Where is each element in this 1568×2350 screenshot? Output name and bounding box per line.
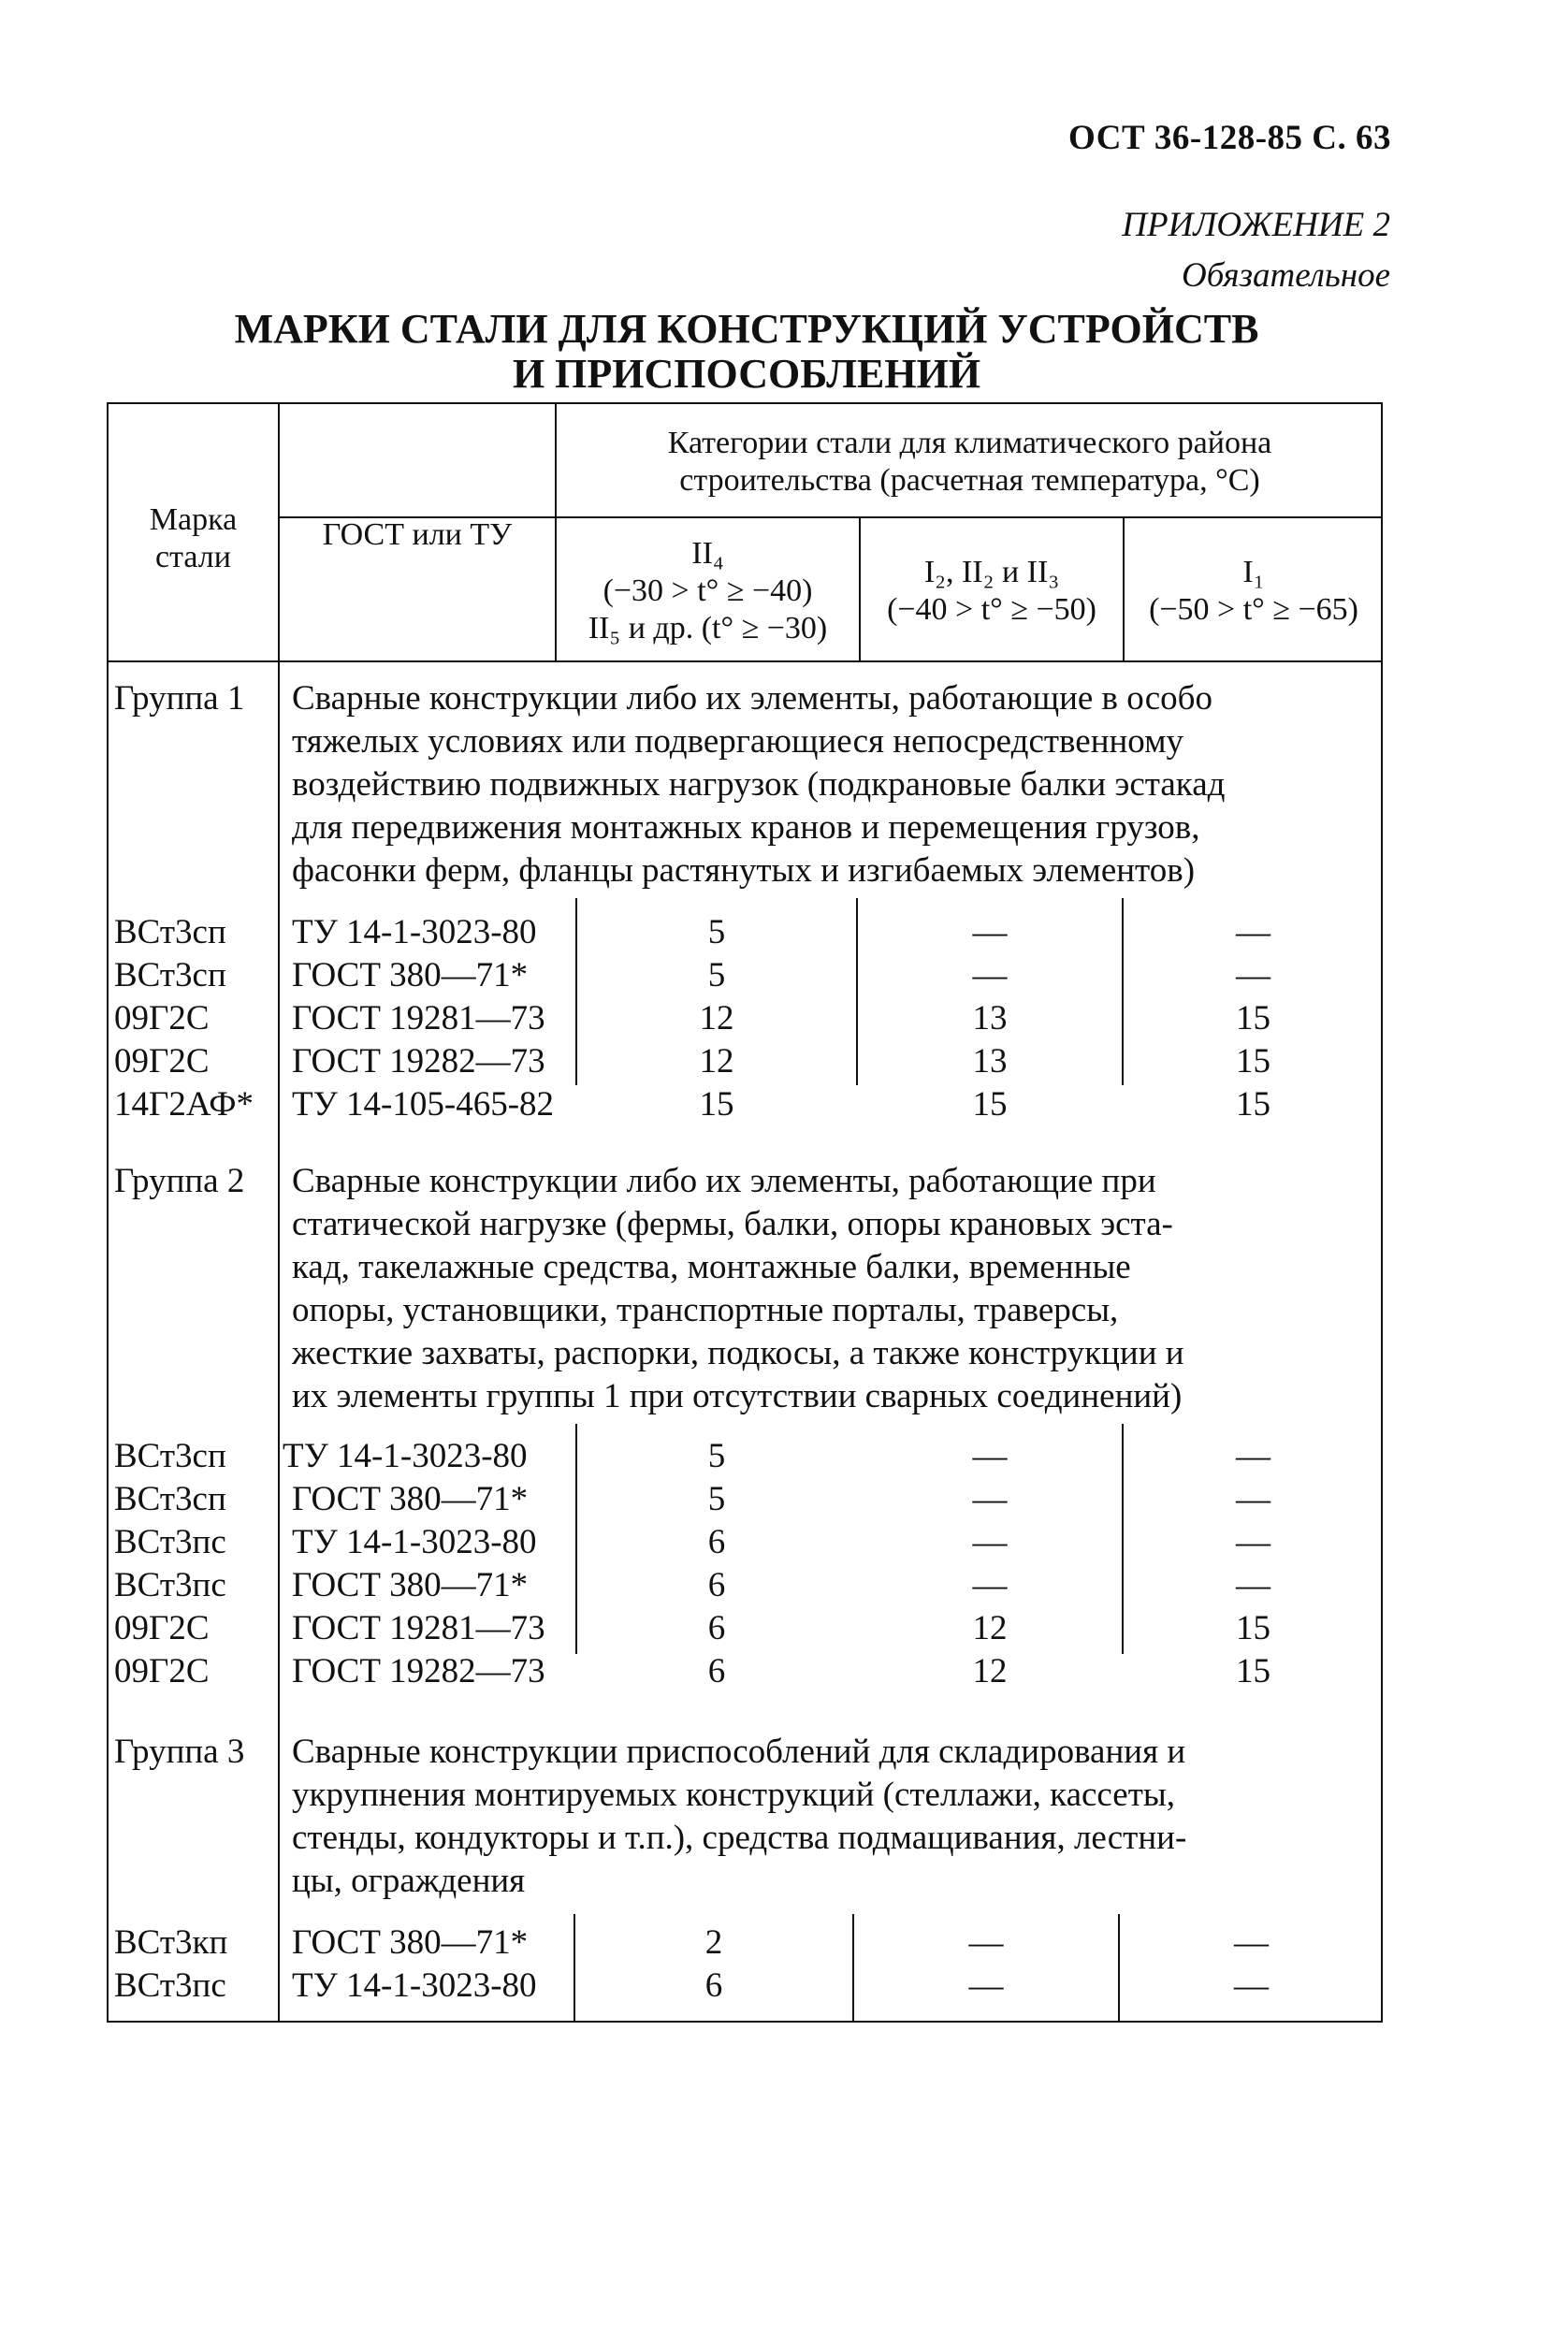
header-gost: ГОСТ или ТУ (322, 517, 513, 552)
header-col2-line-1: I₂, II₂ и II₃ (923, 555, 1060, 589)
cell-grade: ВСт3сп (114, 956, 226, 994)
header-category-col1 (557, 535, 859, 647)
cell-cat1: 6 (707, 1609, 726, 1647)
cell-cat1: 6 (707, 1523, 726, 1561)
cell-gost: ГОСТ 19282—73 (292, 1042, 545, 1081)
cell-grade: ВСт3сп (114, 1437, 226, 1475)
header-grade (109, 501, 278, 576)
header-grade-line-2: стали (155, 540, 231, 574)
cell-cat1: 5 (707, 1437, 726, 1475)
header-col1-line-2: (−30 > t° ≥ −40) (603, 573, 813, 608)
cell-cat1: 6 (704, 1966, 723, 2005)
cell-cat2: 13 (972, 999, 1008, 1037)
cell-cat2: 15 (972, 1085, 1008, 1124)
cell-cat2: 12 (972, 1652, 1008, 1690)
cell-gost: ТУ 14-1-3023-80 (292, 913, 537, 951)
cell-gost: ГОСТ 380—71* (292, 1566, 529, 1604)
cell-cat1: 12 (699, 999, 734, 1037)
cell-cat3: — (1236, 1437, 1270, 1475)
cell-grade: 09Г2С (114, 999, 210, 1037)
group-3-description (292, 1731, 1368, 1903)
cell-gost: ГОСТ 380—71* (292, 956, 529, 994)
cell-gost: ГОСТ 380—71* (292, 1480, 529, 1518)
cell-gost: ГОСТ 380—71* (292, 1923, 529, 1962)
header-col2-line-2: (−40 > t° ≥ −50) (887, 592, 1096, 627)
group-2-description (292, 1160, 1368, 1418)
cell-cat1: 5 (707, 913, 726, 951)
page-header: ОСТ 36-128-85 С. 63 (1068, 119, 1391, 157)
header-categories-line-2: строительства (расчетная температура, °C) (679, 463, 1260, 498)
cell-cat3: — (1236, 1480, 1270, 1518)
cell-cat3: — (1236, 1566, 1270, 1604)
group-2-desc-line: Сварные конструкции либо их элементы, работающие при (292, 1162, 1156, 1200)
cell-cat2: — (968, 1923, 1004, 1962)
header-category-col3 (1125, 554, 1383, 629)
group-1-desc-line: Сварные конструкции либо их элементы, работающие в особо (292, 679, 1212, 718)
cell-cat2: 13 (972, 1042, 1008, 1081)
cell-cat3: 15 (1236, 1042, 1270, 1081)
cell-gost: ГОСТ 19281—73 (292, 1609, 545, 1647)
cell-cat2: — (972, 1566, 1008, 1604)
group-3-desc-line: цы, ограждения (292, 1862, 526, 1900)
group-3-desc-line: укрупнения монтируемых конструкций (стеллажи, кассеты, (292, 1776, 1176, 1814)
cell-grade: 14Г2АФ* (114, 1085, 254, 1124)
cell-cat1: 6 (707, 1566, 726, 1604)
cell-grade: ВСт3пс (114, 1966, 226, 2005)
group-3-label: Группа 3 (114, 1733, 245, 1771)
cell-cat3: 15 (1236, 1085, 1270, 1124)
appendix-status: Обязательное (1181, 256, 1390, 295)
cell-gost: ГОСТ 19282—73 (292, 1652, 545, 1690)
cell-cat3: 15 (1236, 999, 1270, 1037)
cell-grade: ВСт3сп (114, 1480, 226, 1518)
header-category-col2 (861, 554, 1123, 629)
group-2-label: Группа 2 (114, 1162, 245, 1200)
cell-cat3: — (1236, 956, 1270, 994)
header-col3-line-1: I₁ (1242, 555, 1265, 589)
cell-grade: 09Г2С (114, 1609, 210, 1647)
cell-grade: ВСт3кп (114, 1923, 228, 1962)
cell-cat2: — (972, 1480, 1008, 1518)
cell-cat1: 12 (699, 1042, 734, 1081)
cell-cat1: 6 (707, 1652, 726, 1690)
title-line-1: МАРКИ СТАЛИ ДЛЯ КОНСТРУКЦИЙ УСТРОЙСТВ (234, 306, 1259, 352)
cell-cat3: — (1234, 1966, 1269, 2005)
group-2-desc-line: опоры, установщики, транспортные порталы, траверсы, (292, 1291, 1119, 1329)
title-line-2: И ПРИСПОСОБЛЕНИЙ (512, 351, 981, 397)
document-title (0, 307, 1493, 397)
header-categories (557, 425, 1383, 500)
group-2-desc-line: кад, такелажные средства, монтажные балки, временные (292, 1248, 1131, 1286)
cell-grade: 09Г2С (114, 1042, 210, 1081)
cell-cat2: — (972, 956, 1008, 994)
cell-cat1: 5 (707, 1480, 726, 1518)
cell-gost: ГОСТ 19281—73 (292, 999, 545, 1037)
cell-cat2: — (972, 1437, 1008, 1475)
group-1-desc-line: воздействию подвижных нагрузок (подкрановые балки эстакад (292, 765, 1226, 804)
group-1-label: Группа 1 (114, 679, 245, 718)
cell-grade: 09Г2С (114, 1652, 210, 1690)
cell-cat3: — (1236, 913, 1270, 951)
group-2-desc-line: статической нагрузке (фермы, балки, опоры крановых эста- (292, 1205, 1173, 1243)
cell-cat1: 15 (699, 1085, 734, 1124)
cell-gost: ТУ 14-1-3023-80 (292, 1523, 537, 1561)
group-2-desc-line: их элементы группы 1 при отсутствии сварных соединений) (292, 1377, 1183, 1415)
group-1-description (292, 677, 1368, 892)
header-bottom-border (109, 660, 1383, 662)
steel-grades-table (107, 402, 1383, 2023)
cell-cat3: — (1236, 1523, 1270, 1561)
group-1-desc-line: фасонки ферм, фланцы растянутых и изгибаемых элементов) (292, 851, 1196, 890)
cell-gost: ТУ 14-1-3023-80 (283, 1437, 528, 1475)
cell-cat2: 12 (972, 1609, 1008, 1647)
appendix-label (1122, 200, 1390, 301)
appendix-number: ПРИЛОЖЕНИЕ 2 (1122, 206, 1390, 244)
cell-cat1: 2 (704, 1923, 723, 1962)
cell-grade: ВСт3пс (114, 1523, 226, 1561)
group-3-desc-line: стенды, кондукторы и т.п.), средства подмащивания, лестни- (292, 1819, 1187, 1857)
header-categories-line-1: Категории стали для климатического района (667, 426, 1272, 460)
cell-gost: ТУ 14-105-465-82 (292, 1085, 555, 1124)
header-col1-line-1: II₄ (691, 536, 724, 571)
group-1-desc-line: тяжелых условиях или подвергающиеся непосредственному (292, 722, 1184, 761)
cell-gost: ТУ 14-1-3023-80 (292, 1966, 537, 2005)
cell-cat2: — (968, 1966, 1004, 2005)
cell-grade: ВСт3пс (114, 1566, 226, 1604)
col-divider-gost (278, 404, 280, 2023)
cell-cat2: — (972, 913, 1008, 951)
header-col3-line-2: (−50 > t° ≥ −65) (1149, 592, 1358, 627)
cell-cat2: — (972, 1523, 1008, 1561)
cell-cat3: — (1234, 1923, 1269, 1962)
group-1-desc-line: для передвижения монтажных кранов и перемещения грузов, (292, 808, 1200, 847)
group-2-desc-line: жесткие захваты, распорки, подкосы, а также конструкции и (292, 1334, 1184, 1372)
header-grade-line-1: Марка (149, 502, 238, 537)
cell-cat1: 5 (707, 956, 726, 994)
group-3-desc-line: Сварные конструкции приспособлений для складирования и (292, 1733, 1186, 1771)
cell-cat3: 15 (1236, 1652, 1270, 1690)
cell-grade: ВСт3сп (114, 913, 226, 951)
cell-cat3: 15 (1236, 1609, 1270, 1647)
header-col1-line-3: II₅ и др. (t° ≥ −30) (588, 611, 828, 646)
